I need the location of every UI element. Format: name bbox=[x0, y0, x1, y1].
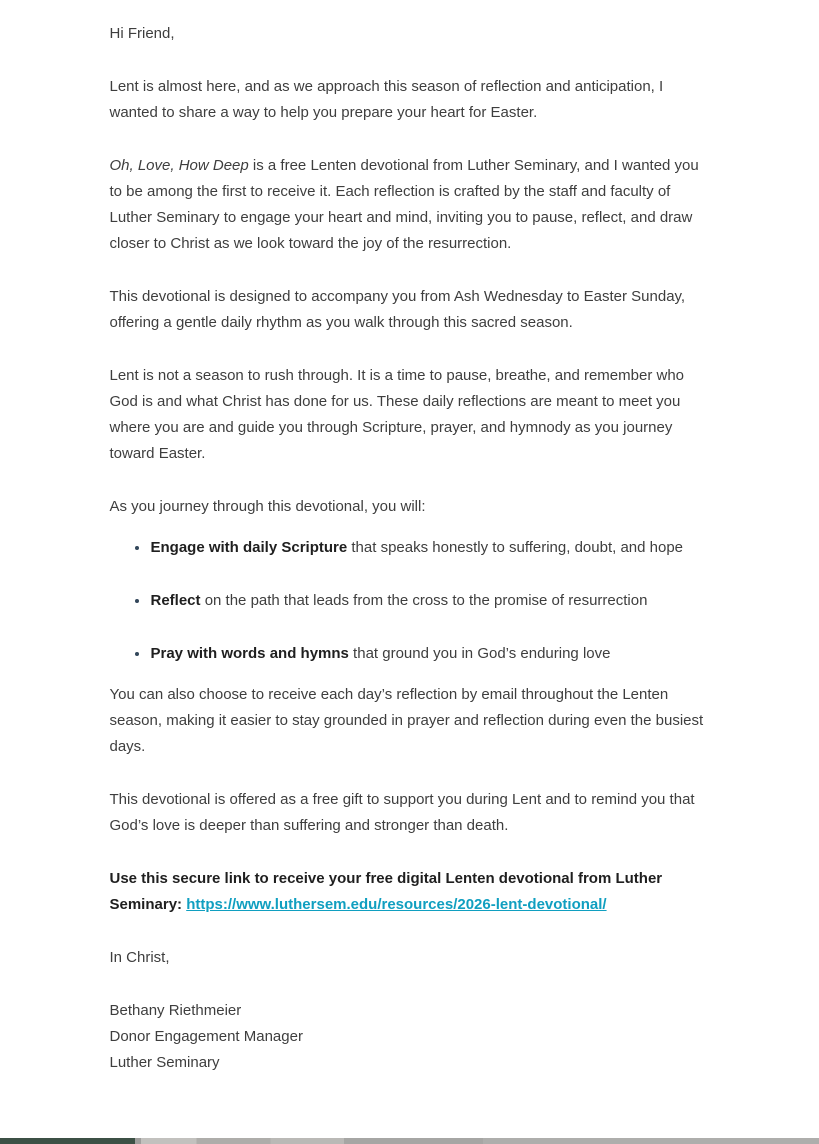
greeting: Hi Friend, bbox=[109, 25, 175, 42]
list-item bbox=[150, 535, 710, 561]
paragraph-lent-intro: Lent is almost here, and as we approach this season of reflection and anticipation, I wanted to share a way to help you prepare your heart for Easter. bbox=[109, 78, 664, 121]
cta-paragraph bbox=[110, 866, 710, 918]
list-intro: As you journey through this devotional, you will: bbox=[109, 498, 426, 515]
devotional-intro-text: is a free Lenten devotional from Luther Seminary, and I wanted you to be among the first to receive it. Each reflection is crafted by the staff and faculty of Luther Seminary to engage your heart and mind, inviting you to pause, reflect, and draw closer to Christ as we look toward the joy of the resurrection. bbox=[109, 157, 699, 252]
devotional-title: Oh, Love, How Deep bbox=[109, 157, 249, 174]
signature-block bbox=[110, 998, 710, 1076]
bullet-text: that ground you in God’s enduring love bbox=[348, 645, 611, 662]
signature-name: Bethany Riethmeier bbox=[109, 1002, 242, 1019]
signature-title: Donor Engagement Manager bbox=[109, 1028, 303, 1045]
list-item bbox=[150, 641, 710, 667]
cta-lead-text: Use this secure link to receive your free digital Lenten devotional from Luther Seminary: bbox=[109, 870, 663, 913]
bullet-text: that speaks honestly to suffering, doubt, and hope bbox=[347, 539, 684, 556]
paragraph-devotional-intro bbox=[110, 153, 710, 257]
paragraph-designed: This devotional is designed to accompany you from Ash Wednesday to Easter Sunday, offering a gentle daily rhythm as you walk through this sacred season. bbox=[109, 288, 686, 331]
paragraph-lent-pace: Lent is not a season to rush through. It is a time to pause, breathe, and remember who God is and what Christ has done for us. These daily reflections are meant to meet you where you are and guide you through Scripture, prayer, and hymnody as you journey toward Easter. bbox=[109, 367, 684, 462]
list-item bbox=[150, 588, 710, 614]
paragraph-email-option: You can also choose to receive each day’s reflection by email throughout the Lenten season, making it easier to stay grounded in prayer and reflection during even the busiest days. bbox=[109, 686, 704, 755]
footer-image-strip bbox=[0, 1138, 819, 1144]
devotional-link[interactable]: https://www.luthersem.edu/resources/2026-lent-devotional/ bbox=[186, 896, 607, 913]
closing: In Christ, bbox=[109, 949, 170, 966]
email-body bbox=[110, 0, 710, 1076]
benefits-list bbox=[110, 535, 710, 667]
bullet-bold-text: Engage with daily Scripture bbox=[150, 539, 348, 556]
signature-org: Luther Seminary bbox=[109, 1054, 220, 1071]
bullet-bold-text: Pray with words and hymns bbox=[150, 645, 349, 662]
bullet-text: on the path that leads from the cross to the promise of resurrection bbox=[200, 592, 648, 609]
bullet-bold-text: Reflect bbox=[150, 592, 201, 609]
paragraph-free-gift: This devotional is offered as a free gift to support you during Lent and to remind you that God’s love is deeper than suffering and stronger than death. bbox=[109, 791, 695, 834]
